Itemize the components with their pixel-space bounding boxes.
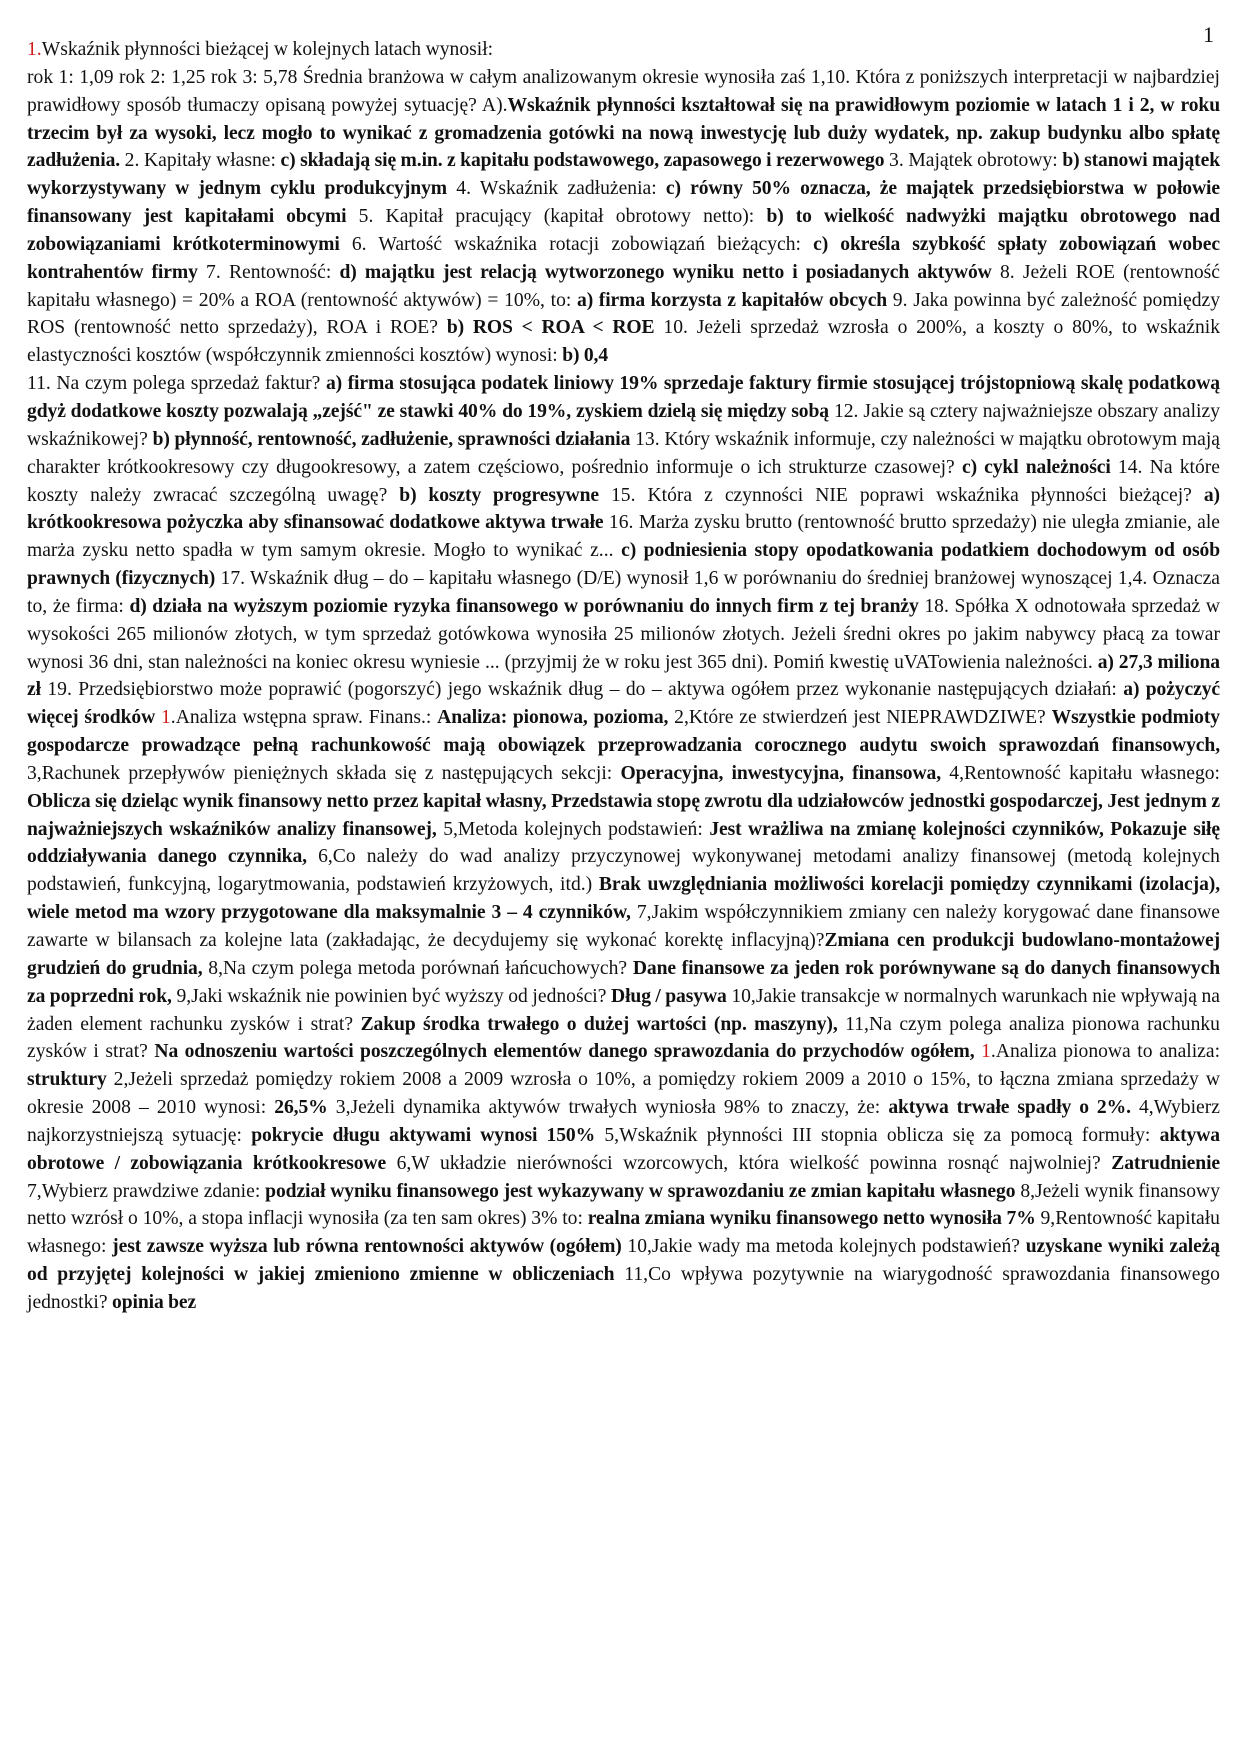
question-text: 4,Wybierz najkorzystniejszą sytuację:: [27, 1097, 1220, 1146]
question-text: 7,Wybierz prawdziwe zdanie:: [27, 1180, 266, 1202]
question-text: 18. Spółka X odnotowała sprzedaż w wysokości 265 milionów złotych, w tym sprzedaż gotówkowa wynosiła 25 milionów złotych. Jeżeli średni okres po jakim nabywcy płacą za towar wynosi 36 dni, stan należności na koniec okresu wyniesie ... (przyjmij że w roku jest 365 dni). Pomiń kwestię uVATowienia należności.: [27, 595, 1220, 673]
question-text: 5,Wskaźnik płynności III stopnia oblicza się za pomocą formuły:: [595, 1124, 1160, 1146]
question-text: rok 1: 1,09 rok 2: 1,25 rok 3: 5,78 Średnia branżowa w całym analizowanym okresie wynosiła zaś 1,10. Która z poniższych interpretacji w najbardziej prawidłowy sposób tłumaczy opisaną powyżej sytuację? A).: [27, 66, 1220, 116]
question-text: .Analiza wstępna spraw. Finans.:: [170, 707, 438, 729]
answer-text: d) działa na wyższym poziomie ryzyka finansowego w porównaniu do innych firm z tej branży: [129, 595, 919, 617]
answer-text: Zatrudnienie: [1111, 1152, 1221, 1174]
section-number: 1: [981, 1041, 991, 1063]
answer-text: b) koszty progresywne: [399, 484, 599, 506]
question-text: 15. Która z czynności NIE poprawi wskaźnika płynności bieżącej?: [599, 484, 1204, 506]
answer-text: uzyskane wyniki zależą od przyjętej kolejności w jakiej zmieniono zmienne w obliczeniach: [27, 1236, 1221, 1286]
question-text: 14. Na które koszty należy zwracać szczególną uwagę?: [27, 456, 1221, 506]
question-text: 7,Jakim współczynnikiem zmiany cen należy korygować dane finansowe zawarte w bilansach za kolejne lata (zakładając, że decydujemy się wykonać korektę inflacyjną)?: [27, 902, 1220, 951]
answer-text: c) określa szybkość spłaty zobowiązań wobec kontrahentów firmy: [27, 233, 1220, 283]
question-text: 9. Jaka powinna być zależność pomiędzy ROS (rentowność netto sprzedaży), ROA i ROE?: [27, 289, 1220, 339]
answer-text: Brak uwzględniania możliwości korelacji pomiędzy czynnikami (izolacja), wiele metod ma wzory przygotowane dla maksymalnie 3 – 4 czynników,: [27, 874, 1220, 924]
question-text: 6,W układzie nierówności wzorcowych, która wielkość powinna rosnąć najwolniej?: [386, 1152, 1112, 1174]
answer-text: c) składają się m.in. z kapitału podstawowego, zapasowego i rezerwowego: [280, 150, 885, 172]
question-text: 3,Jeżeli dynamika aktywów trwałych wyniosła 98% to znaczy, że:: [327, 1097, 889, 1119]
answer-text: Dane finansowe za jeden rok porównywane są do danych finansowych za poprzedni rok,: [27, 957, 1221, 1007]
answer-text: b) 0,4: [562, 345, 609, 367]
answer-text: a) 27,3 miliona zł: [27, 651, 1220, 701]
question-text: 8,Na czym polega metoda porównań łańcuchowych?: [202, 957, 633, 979]
question-text: 2,Jeżeli sprzedaż pomiędzy rokiem 2008 a 2009 wzrosła o 10%, a pomiędzy rokiem 2009 a 2010 o 15%, to łączna zmiana sprzedaży w okresie 2008 – 2010 wynosi:: [27, 1069, 1220, 1119]
answer-text: Oblicza się dzieląc wynik finansowy netto przez kapitał własny, Przedstawia stopę zwrotu dla udziałowców jednostki gospodarczej, Jest jednym z najważniejszych wskaźników analizy finansowej,: [27, 790, 1220, 840]
question-text: 2. Kapitały własne:: [120, 150, 281, 172]
question-text: 10,Jakie wady ma metoda kolejnych podstawień?: [621, 1236, 1026, 1258]
question-text: 10. Jeżeli sprzedaż wzrosła o 200%, a koszty o 80%, to wskaźnik elastyczności kosztów (współczynnik zmienności kosztów) wynosi:: [27, 317, 1220, 367]
question-text: 10,Jakie transakcje w normalnych warunkach nie wpływają na żaden element rachunku zysków i strat?: [27, 985, 1221, 1035]
answer-text: b) płynność, rentowność, zadłużenie, sprawności działania: [152, 428, 631, 450]
question-text: 5,Metoda kolejnych podstawień:: [436, 818, 710, 840]
question-text: 11,Co wpływa pozytywnie na wiarygodność sprawozdania finansowego jednostki?: [27, 1264, 1220, 1313]
answer-text: Zmiana cen produkcji budowlano-montażowej grudzień do grudnia,: [27, 930, 1220, 979]
answer-text: pokrycie długu aktywami wynosi 150%: [251, 1124, 596, 1146]
question-text: 17. Wskaźnik dług – do – kapitału własnego (D/E) wynosił 1,6 w porównaniu do średniej branżowej wynoszącej 1,4. Oznacza to, że firma:: [27, 568, 1221, 617]
answer-text: a) krótkookresowa pożyczka aby sfinansować dodatkowe aktywa trwałe: [27, 484, 1220, 534]
question-text: 19. Przedsiębiorstwo może poprawić (pogorszyć) jego wskaźnik dług – do – aktywa ogółem przez wykonanie następujących działań:: [40, 679, 1124, 701]
section-number: 1.: [27, 39, 42, 60]
answer-text: struktury: [27, 1069, 107, 1091]
answer-text: realna zmiana wyniku finansowego netto wynosiła 7%: [587, 1208, 1036, 1230]
question-text: 3. Majątek obrotowy:: [884, 150, 1063, 172]
answer-text: podział wyniku finansowego jest wykazywany w sprawozdaniu ze zmian kapitału własnego: [265, 1180, 1016, 1202]
answer-text: Na odnoszeniu wartości poszczególnych elementów danego sprawozdania do przychodów ogółem,: [154, 1041, 975, 1063]
question-text: .Analiza pionowa to analiza:: [990, 1041, 1221, 1063]
question-text: 5. Kapitał pracujący (kapitał obrotowy netto):: [346, 206, 767, 228]
question-text: 3,Rachunek przepływów pieniężnych składa się z następujących sekcji:: [27, 762, 621, 784]
answer-text: opinia bez: [112, 1291, 197, 1313]
question-text: 6. Wartość wskaźnika rotacji zobowiązań bieżących:: [339, 233, 814, 255]
answer-text: b) ROS < ROA < ROE: [446, 317, 655, 339]
answer-text: a) firma stosująca podatek liniowy 19% sprzedaje faktury firmie stosującej trójstopniową skalę podatkową gdyż dodatkowe koszty pozwalają „zejść" ze stawki 40% do 19%, zyskiem dzielą się między sobą: [27, 373, 1221, 422]
answer-text: 26,5%: [274, 1097, 328, 1119]
question-text: 9,Rentowność kapitału własnego:: [27, 1208, 1220, 1258]
answer-text: Operacyjna, inwestycyjna, finansowa,: [620, 762, 941, 784]
question-text: 4,Rentowność kapitału własnego:: [941, 762, 1220, 784]
question-text: Wskaźnik płynności bieżącej w kolejnych latach wynosił:: [41, 39, 494, 60]
question-text: 8,Jeżeli wynik finansowy netto wzrósł o 10%, a stopa inflacji wynosiła (za ten sam okres) 3% to:: [27, 1180, 1221, 1230]
document-body: [27, 36, 1220, 1317]
answer-text: c) podniesienia stopy opodatkowania podatkiem dochodowym od osób prawnych (fizycznych): [27, 540, 1220, 590]
question-text: 6,Co należy do wad analizy przyczynowej wykonywanej metodami analizy finansowej (metodą kolejnych podstawień, funkcyjną, logarytmowania, podstawień krzyżowych, itd.): [27, 846, 1220, 896]
section-number: 1: [161, 707, 171, 729]
question-text: 16. Marża zysku brutto (rentowność brutto sprzedaży) nie uległa zmianie, ale marża zysku netto spadła w tym samym okresie. Mogło to wynikać z...: [27, 512, 1220, 562]
answer-text: a) firma korzysta z kapitałów obcych: [577, 289, 888, 311]
answer-text: Wszystkie podmioty gospodarcze prowadzące pełną rachunkowość mają obowiązek przeprowadzania corocznego audytu swoich sprawozdań finansowych,: [27, 707, 1220, 757]
answer-text: aktywa obrotowe / zobowiązania krótkookresowe: [27, 1124, 1220, 1174]
question-text: 7. Rentowność:: [197, 261, 340, 283]
question-text: 2,Które ze stwierdzeń jest NIEPRAWDZIWE?: [668, 707, 1052, 729]
answer-text: Analiza: pionowa, pozioma,: [437, 707, 669, 729]
question-text: 13. Który wskaźnik informuje, czy należności w majątku obrotowym mają charakter krótkookresowy czy długookresowy, a zatem częściowo, pośrednio informuje o ich strukturze czasowej?: [27, 428, 1220, 478]
answer-text: c) cykl należności: [961, 456, 1111, 478]
answer-text: jest zawsze wyższa lub równa rentowności aktywów (ogółem): [112, 1236, 622, 1258]
answer-text: Zakup środka trwałego o dużej wartości (np. maszyny),: [360, 1013, 838, 1035]
answer-text: b) stanowi majątek wykorzystywany w jednym cyklu produkcyjnym: [27, 150, 1220, 200]
answer-text: Dług / pasywa: [611, 985, 727, 1007]
answer-text: d) majątku jest relacją wytworzonego wyniku netto i posiadanych aktywów: [339, 261, 992, 283]
page-number: 1: [1203, 22, 1214, 47]
question-text: 11,Na czym polega analiza pionowa rachunku zysków i strat?: [27, 1013, 1220, 1063]
question-text: 4. Wskaźnik zadłużenia:: [447, 178, 666, 200]
question-text: 11. Na czym polega sprzedaż faktur?: [27, 373, 326, 395]
question-text: 9,Jaki wskaźnik nie powinien być wyższy od jedności?: [171, 985, 612, 1007]
answer-text: Wskaźnik płynności kształtował się na prawidłowym poziomie w latach 1 i 2, w roku trzecim był za wysoki, lecz mogło to wynikać z gromadzenia gotówki na nową inwestycję lub duży wydatek, np. zakup budynku albo spłatę zadłużenia.: [27, 94, 1220, 172]
answer-text: Jest wrażliwa na zmianę kolejności czynników, Pokazuje siłę oddziaływania danego czynnika,: [27, 818, 1221, 868]
question-text: 12. Jakie są cztery najważniejsze obszary analizy wskaźnikowej?: [27, 400, 1220, 450]
answer-text: a) pożyczyć więcej środków: [27, 679, 1220, 729]
question-text: 8. Jeżeli ROE (rentowność kapitału własnego) = 20% a ROA (rentowność aktywów) = 10%, to:: [27, 261, 1220, 311]
answer-text: c) równy 50% oznacza, że majątek przedsiębiorstwa w połowie finansowany jest kapitałami obcymi: [27, 178, 1220, 228]
answer-text: b) to wielkość nadwyżki majątku obrotowego nad zobowiązaniami krótkoterminowymi: [27, 206, 1220, 255]
answer-text: aktywa trwałe spadły o 2%.: [888, 1097, 1131, 1119]
